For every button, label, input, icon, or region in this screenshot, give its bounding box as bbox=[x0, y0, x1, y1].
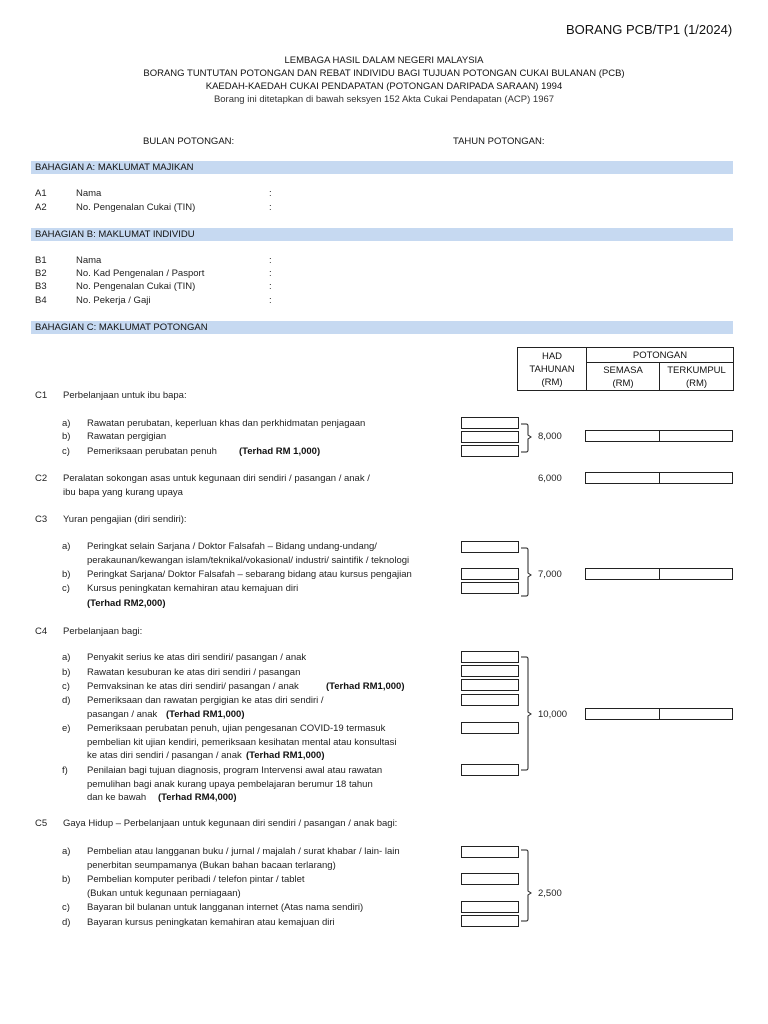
c1-a-marker: a) bbox=[62, 418, 71, 429]
b3-colon: : bbox=[269, 281, 272, 292]
form-id: BORANG PCB/TP1 (1/2024) bbox=[566, 22, 733, 37]
c4-e-line-2: pembelian kit ujian kendiri, pemeriksaan kesihatan mental atau konsultasi bbox=[87, 737, 397, 748]
header-line-2: BORANG TUNTUTAN POTONGAN DAN REBAT INDIVIDU BAGI TUJUAN POTONGAN CUKAI BULANAN (PCB) bbox=[143, 68, 625, 79]
b1-code: B1 bbox=[35, 255, 47, 266]
c4-code: C4 bbox=[35, 626, 48, 637]
a1-colon: : bbox=[269, 188, 272, 199]
c5-b-marker: b) bbox=[62, 874, 71, 885]
tahun-potongan-label: TAHUN POTONGAN: bbox=[453, 136, 545, 147]
c4-a-text: Penyakit serius ke atas diri sendiri/ pasangan / anak bbox=[87, 652, 307, 663]
section-b-header: BAHAGIAN B: MAKLUMAT INDIVIDU bbox=[31, 228, 733, 241]
b2-colon: : bbox=[269, 268, 272, 279]
c3-title: Yuran pengajian (diri sendiri): bbox=[63, 514, 187, 525]
c4-title: Perbelanjaan bagi: bbox=[63, 626, 143, 637]
semasa-label: SEMASA bbox=[603, 364, 643, 376]
c4-a-marker: a) bbox=[62, 652, 71, 663]
c2-had-amount: 6,000 bbox=[538, 473, 562, 484]
c4-f-limit: (Terhad RM4,000) bbox=[158, 792, 237, 803]
c2-line-2: ibu bapa yang kurang upaya bbox=[63, 487, 183, 498]
c4-c-marker: c) bbox=[62, 681, 70, 692]
header-line-3: KAEDAH-KAEDAH CUKAI PENDAPATAN (POTONGAN DARIPADA SARAAN) 1994 bbox=[205, 81, 563, 92]
c5-b-input[interactable] bbox=[461, 873, 519, 885]
c4-d-line-1: Pemeriksaan dan rawatan pergigian ke atas diri sendiri / bbox=[87, 695, 324, 706]
semasa-header bbox=[587, 363, 660, 391]
c3-terkumpul-input[interactable] bbox=[659, 568, 733, 580]
c1-c-marker: c) bbox=[62, 446, 70, 457]
b4-code: B4 bbox=[35, 295, 47, 306]
c3-b-input[interactable] bbox=[461, 568, 519, 580]
c2-semasa-input[interactable] bbox=[585, 472, 660, 484]
c3-bracket bbox=[521, 548, 531, 596]
c5-had-amount: 2,500 bbox=[538, 888, 562, 899]
c4-had-amount: 10,000 bbox=[538, 709, 568, 720]
b1-colon: : bbox=[269, 255, 272, 266]
c1-terkumpul-input[interactable] bbox=[659, 430, 733, 442]
b2-label: No. Kad Pengenalan / Pasport bbox=[76, 268, 205, 279]
c1-a-text: Rawatan perubatan, keperluan khas dan perkhidmatan penjagaan bbox=[87, 418, 366, 429]
c4-f-input[interactable] bbox=[461, 764, 519, 776]
c5-c-text: Bayaran bil bulanan untuk langganan internet (Atas nama sendiri) bbox=[87, 902, 364, 913]
c1-b-input[interactable] bbox=[461, 431, 519, 443]
c3-semasa-input[interactable] bbox=[585, 568, 660, 580]
c3-b-text: Peringkat Sarjana/ Doktor Falsafah – sebarang bidang atau kursus pengajian bbox=[87, 569, 412, 580]
c5-a-line-2: penerbitan seumpamanya (Bukan bahan bacaan terlarang) bbox=[87, 860, 336, 871]
c5-title: Gaya Hidup – Perbelanjaan untuk kegunaan diri sendiri / pasangan / anak bagi: bbox=[63, 818, 398, 829]
c4-b-text: Rawatan kesuburan ke atas diri sendiri / pasangan bbox=[87, 667, 301, 678]
section-c-header: BAHAGIAN C: MAKLUMAT POTONGAN bbox=[31, 321, 733, 334]
semasa-rm-label: (RM) bbox=[612, 377, 634, 389]
terkumpul-rm-label: (RM) bbox=[685, 377, 708, 389]
c3-limit: (Terhad RM2,000) bbox=[87, 598, 166, 609]
c1-c-input[interactable] bbox=[461, 445, 519, 457]
a2-colon: : bbox=[269, 202, 272, 213]
c4-f-marker: f) bbox=[62, 765, 68, 776]
c1-c-limit: (Terhad RM 1,000) bbox=[239, 446, 321, 457]
c4-d-line-2: pasangan / anak bbox=[87, 709, 158, 720]
c4-f-line-3: dan ke bawah bbox=[87, 792, 147, 803]
a2-label: No. Pengenalan Cukai (TIN) bbox=[76, 202, 196, 213]
c4-c-text: Pemvaksinan ke atas diri sendiri/ pasangan / anak bbox=[87, 681, 299, 692]
c3-code: C3 bbox=[35, 514, 48, 525]
c3-b-marker: b) bbox=[62, 569, 71, 580]
c1-a-input[interactable] bbox=[461, 417, 519, 429]
c4-d-input[interactable] bbox=[461, 694, 519, 706]
c4-b-marker: b) bbox=[62, 667, 71, 678]
c1-c-text: Pemeriksaan perubatan penuh bbox=[87, 446, 217, 457]
b3-label: No. Pengenalan Cukai (TIN) bbox=[76, 281, 196, 292]
c3-a-line-2: perakaunan/kewangan islam/teknikal/vokasional/ industri/ saintifik / teknologi bbox=[87, 555, 410, 566]
c4-f-line-1: Penilaian bagi tujuan diagnosis, program Intervensi awal atau rawatan bbox=[87, 765, 383, 776]
c5-d-text: Bayaran kursus peningkatan kemahiran atau kemajuan diri bbox=[87, 917, 335, 928]
header-line-4: Borang ini ditetapkan di bawah seksyen 152 Akta Cukai Pendapatan (ACP) 1967 bbox=[213, 94, 555, 105]
had-label: HAD bbox=[541, 350, 563, 362]
had-rm-label: (RM) bbox=[541, 376, 563, 388]
b1-label: Nama bbox=[76, 255, 102, 266]
tahunan-label: TAHUNAN bbox=[529, 363, 575, 375]
c5-a-marker: a) bbox=[62, 846, 71, 857]
c5-bracket bbox=[521, 850, 531, 921]
b4-colon: : bbox=[269, 295, 272, 306]
had-tahunan-header bbox=[518, 348, 587, 391]
b3-code: B3 bbox=[35, 281, 47, 292]
c5-b-line-1: Pembelian komputer peribadi / telefon pintar / tablet bbox=[87, 874, 305, 885]
c1-semasa-input[interactable] bbox=[585, 430, 660, 442]
c5-a-input[interactable] bbox=[461, 846, 519, 858]
terkumpul-header bbox=[660, 363, 734, 391]
c3-a-line-1: Peringkat selain Sarjana / Doktor Falsafah – Bidang undang-undang/ bbox=[87, 541, 377, 552]
c4-e-marker: e) bbox=[62, 723, 71, 734]
c5-c-marker: c) bbox=[62, 902, 70, 913]
b2-code: B2 bbox=[35, 268, 47, 279]
c3-c-text: Kursus peningkatan kemahiran atau kemajuan diri bbox=[87, 583, 299, 594]
c5-b-line-2: (Bukan untuk kegunaan perniagaan) bbox=[87, 888, 241, 899]
c4-d-marker: d) bbox=[62, 695, 71, 706]
c5-d-input[interactable] bbox=[461, 915, 519, 927]
potongan-header: POTONGAN bbox=[587, 348, 734, 363]
c4-c-input[interactable] bbox=[461, 679, 519, 691]
c1-b-text: Rawatan pergigian bbox=[87, 431, 167, 442]
section-a-header: BAHAGIAN A: MAKLUMAT MAJIKAN bbox=[31, 161, 733, 174]
c3-had-amount: 7,000 bbox=[538, 569, 562, 580]
deduction-table-header bbox=[517, 347, 734, 391]
c4-e-line-3: ke atas diri sendiri / pasangan / anak bbox=[87, 750, 242, 761]
c4-terkumpul-input[interactable] bbox=[659, 708, 733, 720]
c4-c-limit: (Terhad RM1,000) bbox=[326, 681, 405, 692]
c5-c-input[interactable] bbox=[461, 901, 519, 913]
c3-a-input[interactable] bbox=[461, 541, 519, 553]
c2-terkumpul-input[interactable] bbox=[659, 472, 733, 484]
c4-d-limit: (Terhad RM1,000) bbox=[166, 709, 245, 720]
a1-code: A1 bbox=[35, 188, 47, 199]
bulan-potongan-label: BULAN POTONGAN: bbox=[143, 136, 235, 147]
c3-c-input[interactable] bbox=[461, 582, 519, 594]
c1-b-marker: b) bbox=[62, 431, 71, 442]
c5-a-line-1: Pembelian atau langganan buku / jurnal / majalah / surat khabar / lain- lain bbox=[87, 846, 400, 857]
c4-f-line-2: pemulihan bagi anak kurang upaya pembelajaran berumur 18 tahun bbox=[87, 779, 373, 790]
c4-e-input[interactable] bbox=[461, 722, 519, 734]
c3-c-marker: c) bbox=[62, 583, 70, 594]
header-line-1: LEMBAGA HASIL DALAM NEGERI MALAYSIA bbox=[284, 55, 484, 66]
c4-bracket bbox=[521, 657, 531, 770]
c1-bracket bbox=[521, 424, 531, 452]
c2-line-1: Peralatan sokongan asas untuk kegunaan diri sendiri / pasangan / anak / bbox=[63, 473, 370, 484]
c4-semasa-input[interactable] bbox=[585, 708, 660, 720]
c5-code: C5 bbox=[35, 818, 48, 829]
c4-e-line-1: Pemeriksaan perubatan penuh, ujian pengesanan COVID-19 termasuk bbox=[87, 723, 386, 734]
c2-code: C2 bbox=[35, 473, 48, 484]
terkumpul-label: TERKUMPUL bbox=[667, 364, 726, 376]
a2-code: A2 bbox=[35, 202, 47, 213]
c4-a-input[interactable] bbox=[461, 651, 519, 663]
c1-had-amount: 8,000 bbox=[538, 431, 562, 442]
c3-a-marker: a) bbox=[62, 541, 71, 552]
c1-code: C1 bbox=[35, 390, 48, 401]
c4-b-input[interactable] bbox=[461, 665, 519, 677]
a1-label: Nama bbox=[76, 188, 102, 199]
c5-d-marker: d) bbox=[62, 917, 71, 928]
c4-e-limit: (Terhad RM1,000) bbox=[246, 750, 325, 761]
c1-title: Perbelanjaan untuk ibu bapa: bbox=[63, 390, 187, 401]
b4-label: No. Pekerja / Gaji bbox=[76, 295, 151, 306]
